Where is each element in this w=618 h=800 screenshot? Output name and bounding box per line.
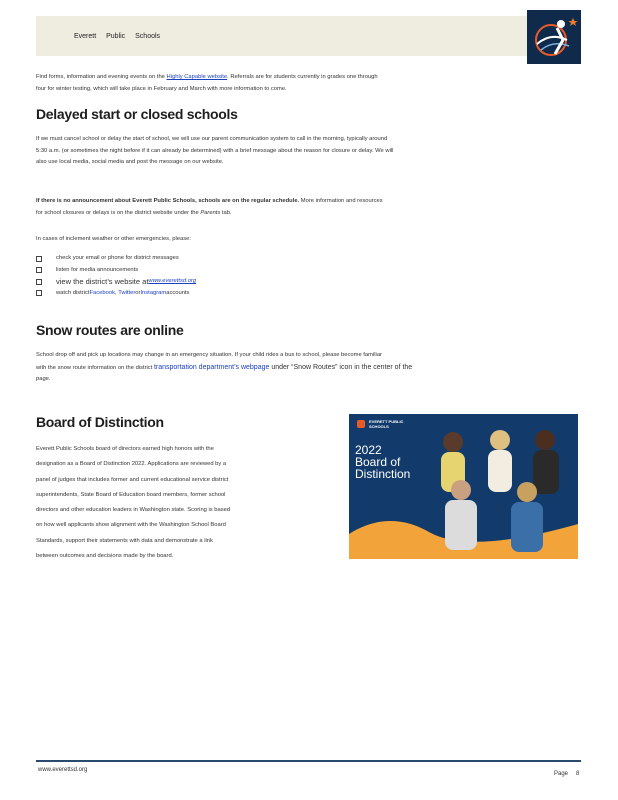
board-paragraph: Everett Public Schools board of directors earned high honors with the designation as a Board of Distinction 2022. Applications are reviewed by a panel of judges that includes former and current educational service district superintendents, State Board of Education board members, former school directors and other education leaders in Washington state. Scoring is based on how well applicants show alignment with the Washington School Board Standards, support their statements with data and demonstrate a link between outcomes and decisions made by the board. bbox=[36, 446, 231, 560]
photo-title: 2022 Board of Distinction bbox=[355, 443, 411, 481]
instagram-link[interactable]: Instagram bbox=[140, 289, 167, 296]
footer-website: www.everettsd.org bbox=[38, 767, 88, 773]
photo-brand: EVERETT PUBLIC SCHOOLS bbox=[369, 419, 404, 429]
facebook-link[interactable]: Facebook bbox=[89, 289, 115, 296]
list-item: watch district Facebook , Twitter or Instagram accounts bbox=[36, 288, 196, 300]
delayed-start-heading: Delayed start or closed schools bbox=[36, 106, 238, 122]
board-heading: Board of Distinction bbox=[36, 414, 164, 430]
delayed-paragraph-3: In cases of inclement weather or other emergencies, please: bbox=[36, 236, 191, 242]
footer-divider bbox=[36, 760, 581, 762]
list-item: view the district’s website at www.everettsd.org bbox=[36, 276, 196, 288]
page-label: Page bbox=[554, 771, 569, 777]
snow-routes-paragraph: School drop off and pick up locations may change in an emergency situation. If your child rides a bus to school, please become familiar with the snow route information on the district transportation department’s webpage under “Snow Routes” icon in the center of the page. bbox=[36, 352, 413, 382]
delayed-paragraph-2: If there is no announcement about Everett Public Schools, schools are on the regular schedule. More information and resources for school closures or delays is on the district website under the Parents tab. bbox=[36, 198, 383, 216]
twitter-link[interactable]: Twitter bbox=[118, 289, 136, 296]
footer-page bbox=[554, 771, 579, 777]
brand-mark-icon bbox=[357, 420, 365, 428]
district-website-link[interactable]: www.everettsd.org bbox=[148, 278, 197, 284]
page-number: 8 bbox=[576, 771, 580, 777]
list-item: listen for media announcements bbox=[36, 265, 196, 277]
snow-routes-heading: Snow routes are online bbox=[36, 322, 184, 338]
intro-paragraph: Find forms, information and evening events on the Highly Capable website. Referrals are for students currently in grades one through four for winter testing, which will take place in February and March with more information to come. bbox=[36, 74, 378, 92]
list-item: check your email or phone for district messages bbox=[36, 253, 196, 265]
header-title: Everett Public Schools bbox=[74, 33, 161, 40]
emergency-bullet-list bbox=[36, 253, 196, 299]
board-of-distinction-photo bbox=[349, 414, 578, 559]
district-logo bbox=[527, 10, 581, 64]
transportation-webpage-link[interactable]: transportation department’s webpage bbox=[153, 363, 270, 371]
highly-capable-link[interactable]: Highly Capable website bbox=[166, 74, 228, 80]
delayed-paragraph-1: If we must cancel school or delay the start of school, we will use our parent communication system to call in the morning, typically around 5:30 a.m. (or sometimes the night before if it can already be determined) with a brief message about the reason for closure or delay. We will also use local media, social media and post the message on our website. bbox=[36, 136, 394, 165]
